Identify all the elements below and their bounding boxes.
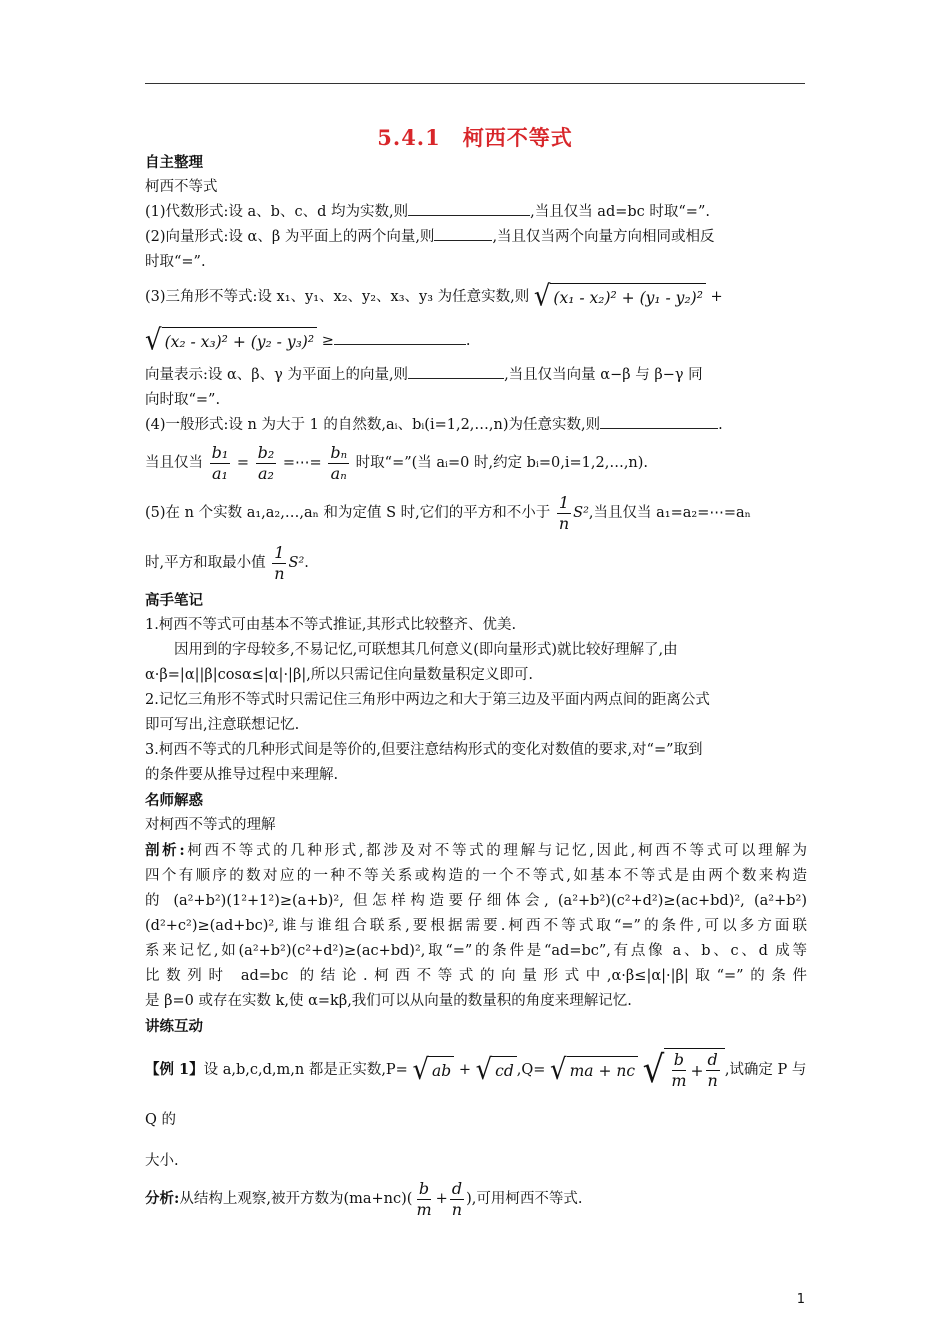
- note-1-formula: α·β=|α||β|cosα≤|α|·|β|,所以只需记住向量数量积定义即可.: [145, 667, 533, 683]
- explanation-subtitle: 对柯西不等式的理解: [145, 817, 276, 833]
- radical-expression: √ (x₂ - x₃)² + (y₂ - y₃)²: [145, 327, 317, 356]
- note-3-cont: 的条件要从推导过程中来理解.: [145, 767, 339, 783]
- general-form: (4)一般形式:设 n 为大于 1 的自然数,aᵢ、bᵢ(i=1,2,…,n)为任意实数,则 .: [145, 413, 807, 438]
- document-body: [145, 150, 807, 1224]
- fill-blank[interactable]: [434, 226, 492, 241]
- fraction: $\frac{\text{bₙ}}{\text{aₙ}}$: [330, 442, 348, 483]
- fraction: $\frac{b}{m}$: [416, 1178, 432, 1219]
- fill-blank[interactable]: [600, 414, 718, 429]
- vector-representation-cont: 向时取“=”.: [145, 392, 221, 408]
- analysis-line-1: 剖析:柯西不等式的几种形式,都涉及对不等式的理解与记忆,因此,柯西不等式可以理解为: [145, 842, 807, 859]
- analysis-line-3: 的 (a²+b²)(1²+1²)≥(a+b)², 但怎样构造要仔细体会, (a²+b²)(c²+d²)≥(ac+bd)², (a²+b²): [145, 893, 807, 909]
- fraction: $\frac{1}{n}$: [274, 542, 285, 583]
- triangle-form: (3)三角形不等式:设 x₁、y₁、x₂、y₂、x₃、y₃ 为任意实数,则 √ (x₁ - x₂)² + (y₁ - y₂)² +: [145, 279, 723, 313]
- fill-blank[interactable]: [408, 201, 530, 216]
- fill-blank[interactable]: [334, 330, 466, 345]
- page-title: 5.4.1 柯西不等式: [377, 125, 573, 150]
- note-2: 2.记忆三角形不等式时只需记住三角形中两边之和大于第三边及平面内两点间的距离公式: [145, 692, 710, 708]
- vector-form: (2)向量形式:设 α、β 为平面上的两个向量,则 ,当且仅当两个向量方向相同或相反: [145, 225, 807, 250]
- fraction: $\frac{\text{b₁}}{\text{a₁}}$: [211, 442, 229, 483]
- vector-form-cont: 时取“=”.: [145, 254, 206, 270]
- analysis-line-2: 四个有顺序的数对应的一种不等关系或构造的一个不等式,如基本不等式是由两个数来构造: [145, 868, 807, 884]
- section-heading-self-study: 自主整理: [145, 154, 203, 171]
- fraction: $\frac{d}{n}$: [451, 1178, 463, 1219]
- section-heading-notes: 高手笔记: [145, 592, 203, 609]
- radical-expression: √ (x₁ - x₂)² + (y₁ - y₂)²: [534, 283, 706, 312]
- equality-condition: 当且仅当 $\frac{\text{b₁}}{\text{a₁}}$ = $\frac{\text{b₂}}{\text{a₂}}$ =⋯= $\frac{\text{bₙ}}{\text{aₙ}}$ 时取“=”(当 aᵢ=0 时,约定 bᵢ=0,i=1,2,…,n).: [145, 442, 649, 483]
- section-heading-practice: 讲练互动: [145, 1018, 203, 1035]
- sum-of-squares: (5)在 n 个实数 a₁,a₂,…,aₙ 和为定值 S 时,它们的平方和不小于 $\frac{1}{n}$ S²,当且仅当 a₁=a₂=⋯=aₙ: [145, 492, 751, 533]
- note-1-cont: 因用到的字母较多,不易记忆,可联想其几何意义(即向量形式)就比较好理解了,由: [174, 642, 678, 658]
- note-3: 3.柯西不等式的几种形式间是等价的,但要注意结构形式的变化对数值的要求,对“=”取到: [145, 742, 703, 758]
- analysis-line-7: 是 β=0 或存在实数 k,使 α=kβ,我们可以从向量的数量积的角度来理解记忆.: [145, 993, 632, 1009]
- header-rule: [145, 83, 805, 84]
- fraction: $\frac{b}{m}$: [671, 1050, 687, 1090]
- note-2-cont: 即可写出,注意联想记忆.: [145, 717, 300, 733]
- fraction: $\frac{d}{n}$: [707, 1050, 718, 1090]
- radical-expression: √ ab: [412, 1056, 454, 1085]
- analysis-example-1: 分析:从结构上观察,被开方数为(ma+nc)( $\frac{b}{m}$ + $\frac{d}{n}$ ),可用柯西不等式.: [145, 1178, 583, 1219]
- example-1: 【例 1】设 a,b,c,d,m,n 都是正实数,P= √ ab + √ cd ,Q= √ ma + nc √ $\frac{b}{m}$ + $\frac{d}{n}$ ,试确定 P 与 Q 的: [145, 1048, 807, 1128]
- example-1-cont: 大小.: [145, 1153, 179, 1169]
- vector-representation: 向量表示:设 α、β、γ 为平面上的向量,则 ,当且仅当向量 α−β 与 β−γ 同: [145, 363, 807, 388]
- page-number: 1: [796, 1292, 805, 1307]
- analysis-line-6: 比数列时 ad=bc 的结论.柯西不等式的向量形式中,α·β≤|α|·|β|取“=”的条件: [145, 968, 807, 984]
- fraction: $\frac{\text{b₂}}{\text{a₂}}$: [257, 442, 275, 483]
- radical-expression: √ cd: [476, 1056, 517, 1085]
- sum-of-squares-cont: 时,平方和取最小值 $\frac{1}{n}$ S².: [145, 542, 309, 583]
- fill-blank[interactable]: [408, 364, 504, 379]
- triangle-form-cont: √ (x₂ - x₃)² + (y₂ - y₃)² ≥ .: [145, 323, 471, 357]
- algebraic-form: (1)代数形式:设 a、b、c、d 均为实数,则 ,当且仅当 ad=bc 时取“=”.: [145, 200, 807, 225]
- radical-fraction: √ $\frac{b}{m}$ + $\frac{d}{n}$: [643, 1048, 725, 1092]
- note-1: 1.柯西不等式可由基本不等式推证,其形式比较整齐、优美.: [145, 617, 517, 633]
- analysis-line-5: 系来记忆,如(a²+b²)(c²+d²)≥(ac+bd)²,取“=”的条件是“ad=bc”,有点像 a、b、c、d 成等: [145, 943, 807, 959]
- radical-expression: √ ma + nc: [550, 1056, 638, 1085]
- cauchy-subtitle: 柯西不等式: [145, 179, 218, 195]
- section-heading-explanation: 名师解惑: [145, 792, 203, 809]
- analysis-line-4: (d²+c²)≥(ad+bc)²,谁与谁组合联系,要根据需要.柯西不等式取“=”的条件,可以多方面联: [145, 918, 807, 934]
- fraction: $\frac{1}{n}$: [558, 492, 570, 533]
